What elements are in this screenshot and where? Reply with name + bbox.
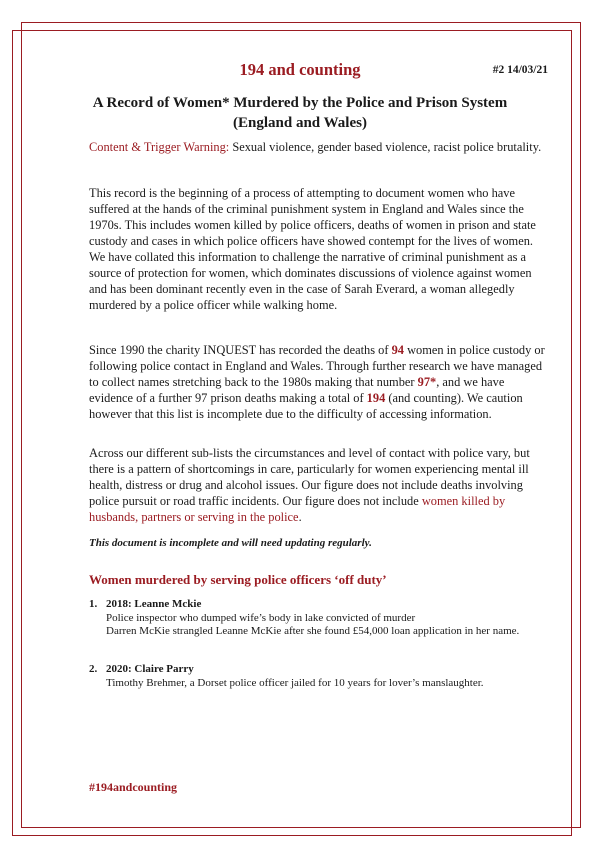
statistics-text-1: Since 1990 the charity INQUEST has recorded the deaths of bbox=[89, 343, 392, 357]
content-warning-text: Sexual violence, gender based violence, racist police brutality. bbox=[229, 140, 542, 154]
list-item-number: 1. bbox=[89, 598, 98, 610]
list-item-number: 2. bbox=[89, 663, 98, 675]
statistics-text-2: women in police custody or following police contact in England and Wales. Through further research we have managed to collect names stretching back to the 1980s making that number bbox=[89, 343, 545, 389]
document-header-title: 194 and counting bbox=[239, 60, 361, 79]
scope-paragraph bbox=[89, 445, 547, 525]
list-item bbox=[89, 598, 529, 639]
custody-deaths-count: 94 bbox=[391, 343, 404, 357]
statistics-text-3: , and we have evidence of a further 97 prison deaths making a total of bbox=[89, 375, 505, 405]
list-item-title: 2018: Leanne Mckie bbox=[106, 598, 202, 610]
content-warning bbox=[89, 139, 547, 155]
scope-highlight: women killed by husbands, partners or serving in the police bbox=[89, 494, 506, 524]
statistics-text-4: (and counting). We caution however that this list is incomplete due to the difficulty of accessing information. bbox=[89, 391, 523, 421]
scope-text: Across our different sub-lists the circumstances and level of contact with police vary, but there is a pattern of shortcomings in care, particularly for women experiencing mental ill health, distress or drug and alcohol issues. Our figure does not include deaths involving police pursuit or road traffic incidents. Our figure does not include bbox=[89, 446, 530, 508]
intro-paragraph: This record is the beginning of a process of attempting to document women who have suffered at the hands of the criminal punishment system in England and Wales since the 1970s. This includes women killed by police officers, deaths of women in prison and state custody and cases in which police officers have showed contempt for the lives of women. We have collated this information to challenge the narrative of criminal punishment as a source of protection for women, which dominates discussions of violence against women and has been dominant recently even in the case of Sarah Everard, a woman allegedly murdered by a police officer while walking home. bbox=[89, 186, 536, 312]
total-count: 194 bbox=[366, 391, 386, 405]
list-item-title: 2020: Claire Parry bbox=[106, 663, 194, 675]
extended-count: 97* bbox=[417, 375, 437, 389]
list-item bbox=[89, 663, 529, 690]
list-item-line: Darren McKie strangled Leanne McKie after she found £54,000 loan application in her name. bbox=[106, 625, 520, 637]
page-title-line1: A Record of Women* Murdered by the Police and Prison System bbox=[92, 95, 508, 111]
list-item-line: Timothy Brehmer, a Dorset police officer jailed for 10 years for lover’s manslaughter. bbox=[106, 676, 484, 689]
incomplete-note: This document is incomplete and will need updating regularly. bbox=[89, 537, 372, 549]
section-heading: Women murdered by serving police officers ‘off duty’ bbox=[89, 572, 387, 587]
scope-text-end: . bbox=[298, 510, 302, 524]
content-warning-label: Content & Trigger Warning: bbox=[89, 140, 230, 154]
page-title bbox=[60, 93, 540, 133]
document-reference: #2 14/03/21 bbox=[492, 64, 548, 76]
hashtag-link[interactable]: #194andcounting bbox=[89, 780, 178, 794]
statistics-paragraph bbox=[89, 342, 547, 422]
list-item-line: Police inspector who dumped wife’s body in lake convicted of murder bbox=[106, 611, 416, 624]
page-title-line2: (England and Wales) bbox=[233, 115, 367, 131]
